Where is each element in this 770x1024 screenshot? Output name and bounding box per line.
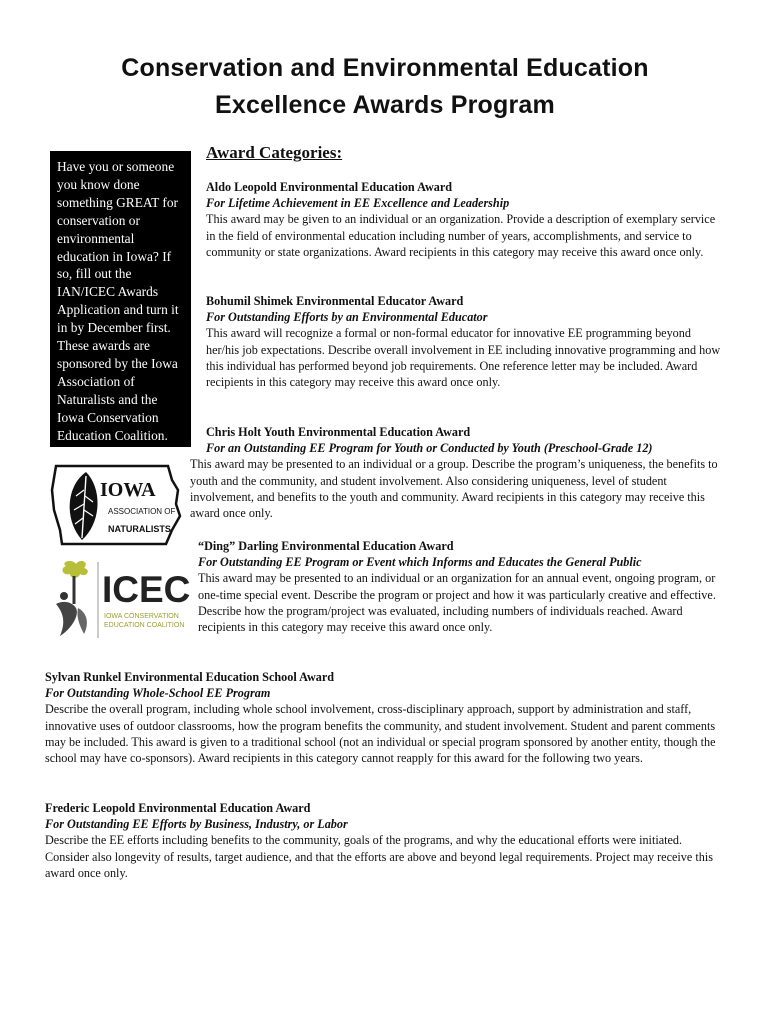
award-name: Frederic Leopold Environmental Education Award	[45, 801, 311, 815]
award-subtitle: For Outstanding EE Program or Event which Informs and Educates the General Public	[198, 555, 642, 570]
award-frederic-leopold	[45, 800, 727, 881]
award-name: Bohumil Shimek Environmental Educator Award	[206, 294, 464, 308]
award-subtitle: For Outstanding EE Efforts by Business, Industry, or Labor	[45, 817, 348, 832]
award-name: “Ding” Darling Environmental Education Award	[198, 539, 454, 553]
icec-logo	[50, 556, 190, 642]
iowa-naturalists-logo	[50, 460, 182, 550]
award-description: This award may be presented to an individual or an organization for an annual event, ongoing program, or one-time special event. Describe the program or project and how it was particularly creative and effective. Describe how the program/project was evaluated, including numbers of individuals reached. Award recipients in this category may receive this award once only.	[198, 571, 716, 635]
page-title-line-2: Excellence Awards Program	[215, 91, 555, 119]
award-sylvan-runkel	[45, 669, 727, 766]
award-subtitle: For an Outstanding EE Program for Youth or Conducted by Youth (Preschool-Grade 12)	[206, 441, 653, 456]
award-name: Chris Holt Youth Environmental Education Award	[206, 425, 471, 439]
award-subtitle: For Outstanding Whole-School EE Program	[45, 686, 271, 701]
award-subtitle: For Lifetime Achievement in EE Excellence and Leadership	[206, 196, 510, 211]
callout-text: Have you or someone you know done something GREAT for conservation or environmental education in Iowa? If so, fill out the IAN/ICEC Awards Application and turn it in by December first. These awards are sponsored by the Iowa Association of Naturalists and the Iowa Conservation Education Coalition.	[57, 159, 179, 443]
page-title	[0, 50, 770, 124]
tree-figure-icon	[56, 561, 88, 636]
award-description: Describe the EE efforts including benefits to the community, goals of the programs, and why the educational efforts were initiated. Consider also longevity of results, target audience, and that the efforts are above and beyond legal requirements. Project may receive this award once only.	[45, 833, 713, 880]
award-ding-darling	[198, 538, 728, 635]
callout-box	[50, 151, 191, 447]
award-bohumil-shimek	[206, 293, 722, 390]
award-description: This award may be given to an individual or an organization. Provide a description of exemplary service in the field of environmental education including number of years, accomplishments, and service to community or state organizations. Award recipients in this category may receive this award once only.	[206, 212, 716, 259]
logo-association-text: ASSOCIATION OF	[108, 507, 176, 516]
logo-iowa-text: IOWA	[100, 479, 156, 501]
award-categories-heading: Award Categories:	[206, 143, 343, 162]
award-aldo-leopold	[206, 179, 722, 260]
logo-icec-line1: IOWA CONSERVATION	[104, 613, 179, 620]
logo-icec-text: ICEC	[102, 569, 190, 610]
award-chris-holt	[190, 424, 725, 521]
award-description: Describe the overall program, including whole school involvement, cross-disciplinary approach, support by administration and staff, innovative uses of outdoor classrooms, how the program benefits the community, and student involvement. Student and parent comments may be included. This award is given to a traditional school (not an individual or special program sponsored by another entity, though the school may have co-sponsors). Award recipients in this category cannot reapply for this award for the following two years.	[45, 702, 716, 766]
award-name: Aldo Leopold Environmental Education Award	[206, 180, 453, 194]
award-description: This award may be presented to an individual or a group. Describe the program’s uniqueness, the benefits to youth and the community, and student involvement. Also considering uniqueness, level of student involvement, and benefits to the youth and community. Award recipients in this category may receive this award once only.	[190, 457, 718, 521]
logo-icec-line2: EDUCATION COALITION	[104, 622, 185, 629]
award-description: This award will recognize a formal or non-formal educator for innovative EE programming beyond her/his job expectations. Describe overall involvement in EE including innovative programming and how this individual has performed beyond job requirements. One reference letter may be included. Award recipients in this category may receive this award once only.	[206, 326, 721, 390]
award-subtitle: For Outstanding Efforts by an Environmental Educator	[206, 310, 488, 325]
logo-naturalists-text: NATURALISTS	[108, 524, 171, 534]
award-name: Sylvan Runkel Environmental Education School Award	[45, 670, 335, 684]
page-title-line-1: Conservation and Environmental Education	[121, 54, 649, 82]
